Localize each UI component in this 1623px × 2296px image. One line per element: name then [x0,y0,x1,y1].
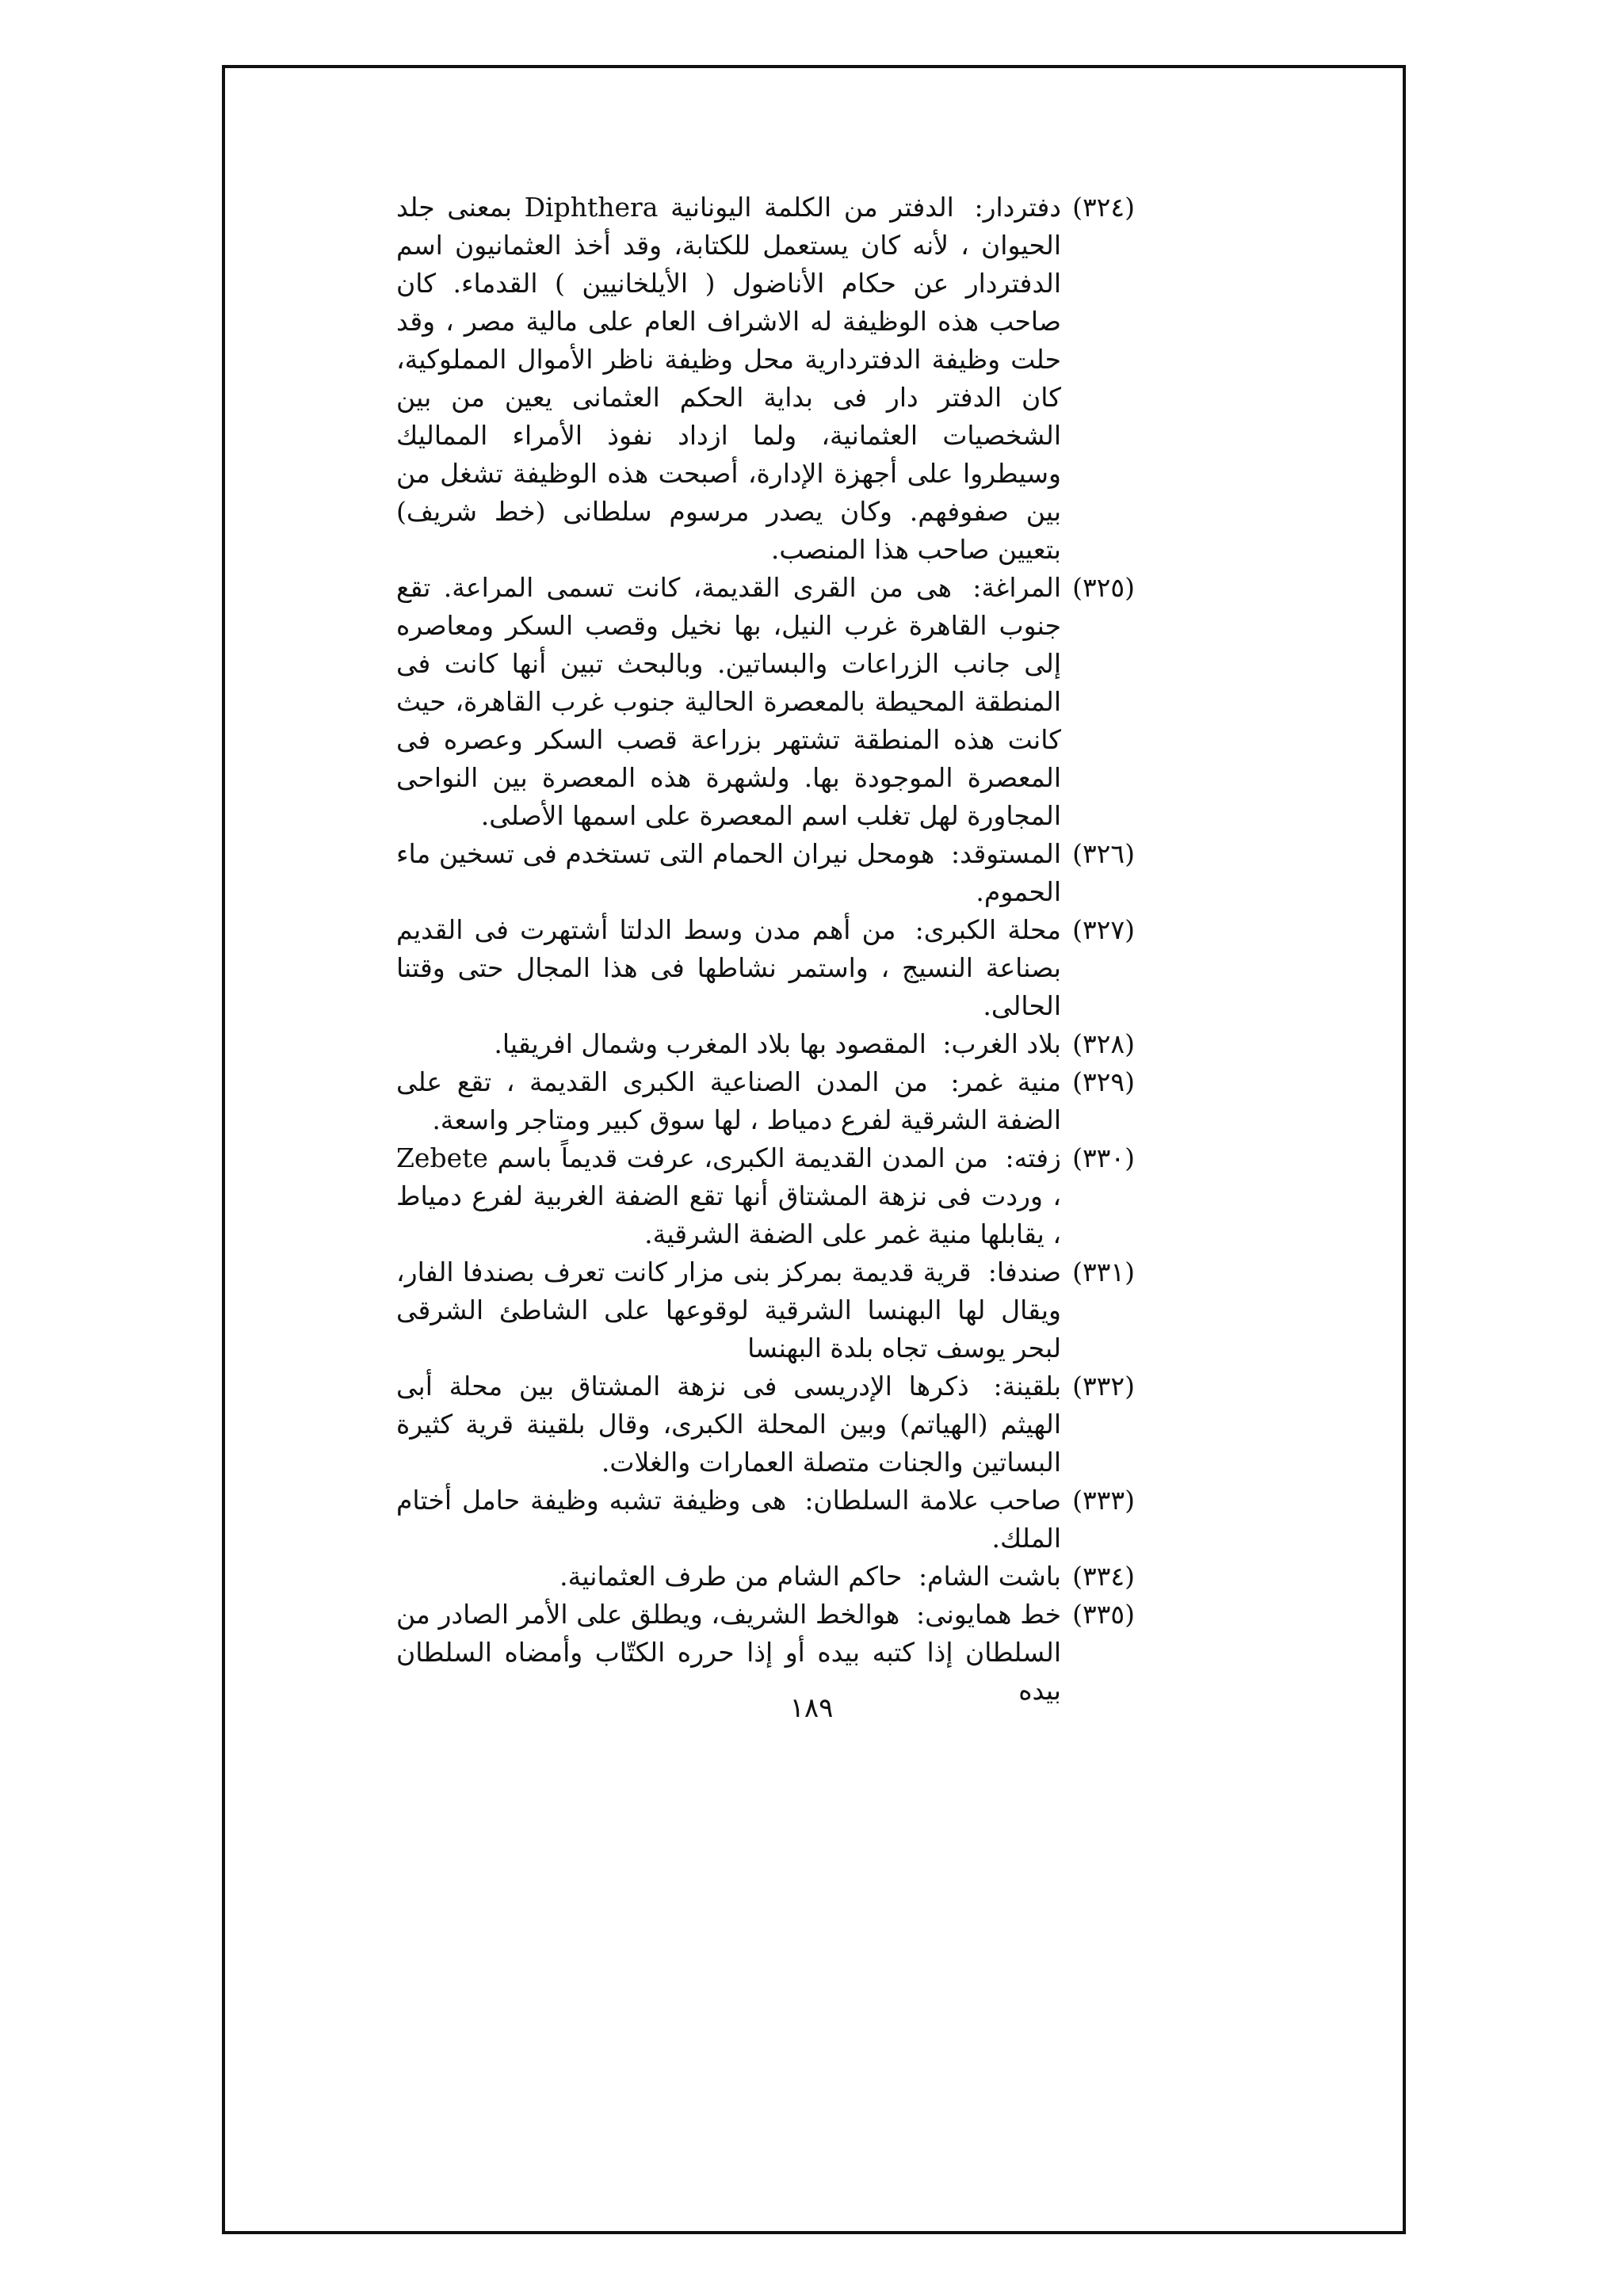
footnote-328 [396,1025,1135,1063]
footnote-number: (٣٣١) [1072,1257,1135,1287]
footnote-term: صاحب علامة السلطان: [804,1485,1061,1516]
footnote-text: من المدن القديمة الكبرى، عرفت قديماً باسم Zebete ، وردت فى نزهة المشتاق أنها تقع الضفة الغربية لفرع دمياط ، يقابلها منية غمر على الضفة الشرقية. [396,1142,1061,1249]
footnote-331 [396,1253,1135,1367]
footnotes-list [396,189,1135,1710]
footnote-term: المراغة: [972,572,1061,603]
footnote-number: (٣٢٧) [1072,914,1135,945]
footnote-332 [396,1367,1135,1482]
footnote-text: قرية قديمة بمركز بنى مزار كانت تعرف بصندفا الفار، ويقال لها البهنسا الشرقية لوقوعها على الشاطئ الشرقى لبحر يوسف تجاه بلدة البهنسا [396,1257,1061,1363]
footnote-325 [396,569,1135,835]
page-number: ١٨٩ [789,1692,834,1724]
footnote-term: خط همايونى: [916,1599,1061,1630]
footnote-term: زفته: [1005,1142,1061,1173]
footnote-text: من أهم مدن وسط الدلتا أشتهرت فى القديم بصناعة النسيج ، واستمر نشاطها فى هذا المجال حتى وقتنا الحالى. [396,914,1061,1021]
footnote-324 [396,189,1135,569]
footnote-330 [396,1139,1135,1253]
footnote-term: صندفا: [987,1257,1061,1287]
footnote-text: هى من القرى القديمة، كانت تسمى المراعة. تقع جنوب القاهرة غرب النيل، بها نخيل وقصب السكر ومعاصره إلى جانب الزراعات والبساتين. وبالبحث تبين أنها كانت فى المنطقة المحيطة بالمعصرة الحالية جنوب غرب القاهرة، حيث كانت هذه المنطقة تشتهر بزراعة قصب السكر وعصره فى المعصرة الموجودة بها. ولشهرة هذه المعصرة بين النواحى المجاورة لهل تغلب اسم المعصرة على اسمها الأصلى. [396,572,1061,831]
footnote-number: (٣٣٤) [1072,1561,1135,1592]
footnote-number: (٣٢٨) [1072,1028,1135,1059]
footnote-327 [396,911,1135,1025]
footnote-number: (٣٣٥) [1072,1599,1135,1630]
footnote-text: من المدن الصناعية الكبرى القديمة ، تقع على الضفة الشرقية لفرع دمياط ، لها سوق كبير ومتاجر واسعة. [396,1066,1061,1135]
footnote-number: (٣٣٢) [1072,1371,1135,1402]
footnote-333 [396,1482,1135,1558]
footnote-number: (٣٢٩) [1072,1066,1135,1097]
footnote-term: بلقينة: [993,1371,1061,1402]
footnote-text: هوالخط الشريف، ويطلق على الأمر الصادر من السلطان إذا كتبه بيده أو إذا حرره الكتّاب وأمضاه السلطان بيده [396,1599,1061,1706]
footnote-term: بلاد الغرب: [942,1028,1061,1059]
footnote-number: (٣٣٠) [1072,1142,1135,1173]
footnote-number: (٣٣٣) [1072,1485,1135,1516]
footnote-number: (٣٢٤) [1072,192,1135,223]
footnote-text: ذكرها الإدريسى فى نزهة المشتاق بين محلة أبى الهيثم (الهياتم) وبين المحلة الكبرى، وقال بلقينة قرية كثيرة البساتين والجنات متصلة العمارات والغلات. [396,1371,1061,1478]
footnote-329 [396,1063,1135,1139]
footnote-text: الدفتر من الكلمة اليونانية Diphthera بمعنى جلد الحيوان ، لأنه كان يستعمل للكتابة، وقد أخذ العثمانيون اسم الدفتردار عن حكام الأناضول ( الأيلخانيين ) القدماء. كان صاحب هذه الوظيفة له الاشراف العام على مالية مصر ، وقد حلت وظيفة الدفتردارية محل وظيفة ناظر الأموال المملوكية، كان الدفتر دار فى بداية الحكم العثمانى يعين من بين الشخصيات العثمانية، ولما ازداد نفوذ الأمراء المماليك وسيطروا على أجهزة الإدارة، أصبحت هذه الوظيفة تشغل من بين صفوفهم. وكان يصدر مرسوم سلطانى (خط شريف) بتعيين صاحب هذا المنصب. [396,192,1061,565]
footnote-text: حاكم الشام من طرف العثمانية. [559,1561,903,1592]
footnote-334 [396,1558,1135,1596]
footnote-term: دفتردار: [974,192,1062,223]
footnote-text: المقصود بها بلاد المغرب وشمال افريقيا. [494,1028,926,1059]
footnote-number: (٣٢٦) [1072,838,1135,869]
footnote-number: (٣٢٥) [1072,572,1135,603]
footnote-term: منية غمر: [950,1066,1061,1097]
footnote-term: باشت الشام: [918,1561,1061,1592]
footnote-text: هومحل نيران الحمام التى تستخدم فى تسخين ماء الحموم. [396,838,1061,907]
footnote-term: محلة الكبرى: [915,914,1061,945]
footnote-326 [396,835,1135,911]
footnote-text: هى وظيفة تشبه وظيفة حامل أختام الملك. [396,1485,1061,1554]
footnote-term: المستوقد: [951,838,1062,869]
